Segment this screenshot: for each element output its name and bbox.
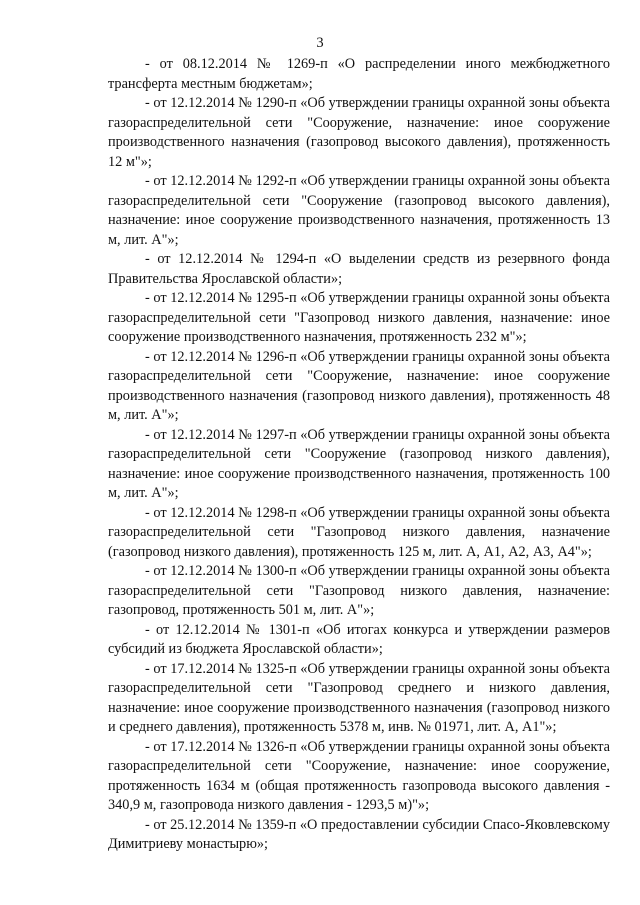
list-item: - от 25.12.2014 № 1359-п «О предоставлении субсидии Спасо-Яковлевскому Димитриеву монастырю»; — [108, 816, 610, 852]
list-item: - от 12.12.2014 № 1295-п «Об утверждении границы охранной зоны объекта газораспределительной сети "Газопровод низкого давления, назначение: иное сооружение производственного назначения, протяженность 232 м"»; — [108, 290, 610, 345]
list-item: - от 08.12.2014 № 1269-п «О распределении иного межбюджетного трансферта местным бюджетам»; — [108, 56, 610, 92]
list-item: - от 17.12.2014 № 1325-п «Об утверждении границы охранной зоны объекта газораспределительной сети "Газопровод среднего и низкого давления, назначение: иное сооружение производственного назначения (газопровод низкого и среднего давления), протяженность 5378 м, инв. № 01971, лит. А, А1"»; — [108, 660, 610, 735]
document-body — [108, 55, 610, 855]
list-item: - от 12.12.2014 № 1300-п «Об утверждении границы охранной зоны объекта газораспределительной сети "Газопровод низкого давления, назначение: газопровод, протяженность 501 м, лит. А"»; — [108, 563, 610, 618]
list-item: - от 12.12.2014 № 1290-п «Об утверждении границы охранной зоны объекта газораспределительной сети "Сооружение, назначение: иное сооружение производственного назначения (газопровод высокого давления), протяженность 12 м"»; — [108, 95, 610, 170]
list-item: - от 12.12.2014 № 1301-п «Об итогах конкурса и утверждении размеров субсидий из бюджета Ярославской области»; — [108, 621, 610, 657]
list-item: - от 17.12.2014 № 1326-п «Об утверждении границы охранной зоны объекта газораспределительной сети "Сооружение, назначение: иное сооружение, протяженность 1634 м (общая протяженность газопровода высокого давления - 340,9 м, газопровода низкого давления - 1293,5 м)"»; — [108, 738, 610, 813]
list-item: - от 12.12.2014 № 1294-п «О выделении средств из резервного фонда Правительства Ярославской области»; — [108, 251, 610, 287]
list-item: - от 12.12.2014 № 1297-п «Об утверждении границы охранной зоны объекта газораспределительной сети "Сооружение (газопровод низкого давления), назначение: иное сооружение производственного назначения, протяженность 100 м, лит. А"»; — [108, 426, 610, 501]
list-item: - от 12.12.2014 № 1296-п «Об утверждении границы охранной зоны объекта газораспределительной сети "Сооружение, назначение: иное сооружение производственного назначения (газопровод низкого давления), протяженность 48 м, лит. А"»; — [108, 348, 610, 423]
list-item: - от 12.12.2014 № 1292-п «Об утверждении границы охранной зоны объекта газораспределительной сети "Сооружение (газопровод высокого давления), назначение: иное сооружение производственного назначения, протяженность 13 м, лит. А"»; — [108, 173, 610, 248]
page-number: 3 — [316, 35, 324, 51]
list-item: - от 12.12.2014 № 1298-п «Об утверждении границы охранной зоны объекта газораспределительной сети "Газопровод низкого давления, назначение (газопровод низкого давления), протяженность 125 м, лит. А, А1, А2, А3, А4"»; — [108, 504, 610, 560]
